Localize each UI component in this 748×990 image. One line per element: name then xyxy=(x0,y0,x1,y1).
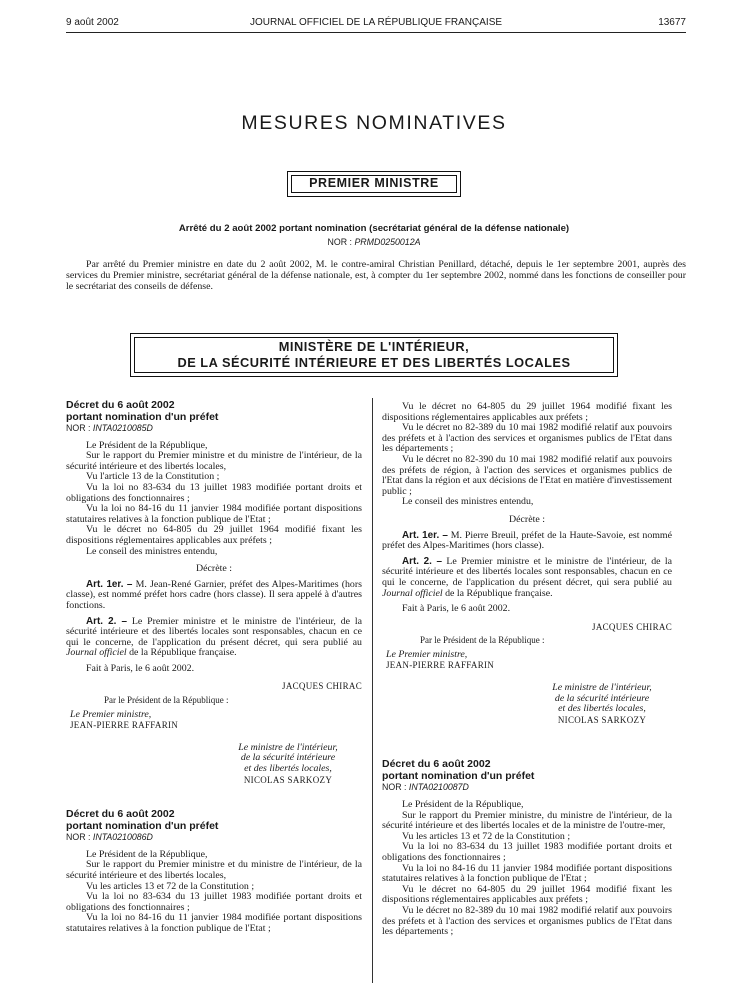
decree1-done: Fait à Paris, le 6 août 2002. xyxy=(86,662,195,674)
article-text: Le Premier ministre et le ministre de l'intérieur, de la sécurité intérieure et des libertés locales sont responsables, chacun en ce qui le concerne, de l'application du présent décret, qui sera publié au xyxy=(66,615,362,648)
section-ministere-line1: MINISTÈRE DE L'INTÉRIEUR, xyxy=(278,339,470,354)
decree2-paragraph: Vu le décret no 82-389 du 10 mai 1982 modifié relatif aux pouvoirs des préfets et à l'action des services et organismes publics de l'Etat dans les départements ; xyxy=(382,422,672,455)
right-column xyxy=(382,402,672,938)
decree2-paragraph: Vu le décret no 82-390 du 10 mai 1982 modifié relatif aux pouvoirs des préfets de région, à l'action des services et organismes publics de l'Etat dans la région et aux décisions de l'Etat en matière d'investissement public ; xyxy=(382,453,672,497)
decree2-pm-title: Le Premier ministre, xyxy=(386,648,468,660)
article-italic: Journal officiel xyxy=(66,647,127,659)
decree2-title-line1: Décret du 6 août 2002 xyxy=(66,808,175,821)
decree2-par: Par le Président de la République : xyxy=(420,635,545,646)
decree1-pm-title: Le Premier ministre, xyxy=(70,708,152,720)
arrete-title: Arrêté du 2 août 2002 portant nomination (secrétariat général de la défense nationale) xyxy=(178,223,570,234)
decree3-nor xyxy=(382,782,672,793)
article-italic: Journal officiel xyxy=(382,587,443,599)
decree2-pm-name: JEAN-PIERRE RAFFARIN xyxy=(386,660,495,671)
decree1-paragraph: Le conseil des ministres entendu, xyxy=(86,545,218,557)
minister-name: NICOLAS SARKOZY xyxy=(557,714,647,725)
nor-label: NOR : xyxy=(66,423,93,433)
article-label: Art. 2. – xyxy=(402,555,442,567)
decree2-paragraph: Vu les articles 13 et 72 de la Constitution ; xyxy=(86,880,255,892)
header-page-number: 13677 xyxy=(658,17,686,28)
section-ministere-heading xyxy=(134,337,614,373)
left-column xyxy=(66,400,362,935)
decree2-nor xyxy=(66,832,362,843)
decree2-done: Fait à Paris, le 6 août 2002. xyxy=(402,603,511,615)
decree3-paragraph: Sur le rapport du Premier ministre, du ministre de l'intérieur, de la sécurité intérieure et des libertés locales et de la ministre de l'outre-mer, xyxy=(382,809,672,832)
article-text: Le Premier ministre et le ministre de l'intérieur, de la sécurité intérieure et des libertés locales sont responsables, chacun en ce qui le concerne, de l'application du présent décret, qui sera publié au xyxy=(382,555,672,588)
decree2-minister-signature xyxy=(532,683,672,725)
decree1-par: Par le Président de la République : xyxy=(104,695,229,706)
decree1-paragraph: Vu l'article 13 de la Constitution ; xyxy=(86,471,220,483)
article-text: M. Pierre Breuil, préfet de la Haute-Savoie, est nommé préfet des Alpes-Maritimes (hors classe). xyxy=(382,529,672,552)
article-text: de la République française. xyxy=(442,587,553,599)
minister-title-line: et des libertés locales, xyxy=(558,703,646,715)
minister-title-line: Le ministre de l'intérieur, xyxy=(238,741,338,753)
decree1-article2 xyxy=(66,617,362,659)
page-title: MESURES NOMINATIVES xyxy=(241,112,507,134)
article-label: Art. 2. – xyxy=(86,615,127,627)
section-premier-ministre-box xyxy=(287,171,461,197)
decree1-paragraph: Vu le décret no 64-805 du 29 juillet 1964 modifié fixant les dispositions réglementaires applicables aux préfets ; xyxy=(66,524,362,546)
article-text: de la République française. xyxy=(126,647,237,659)
decree1-decrete: Décrète : xyxy=(196,563,232,575)
decree1-paragraph: Le Président de la République, xyxy=(86,439,208,451)
section-premier-ministre-heading: PREMIER MINISTRE xyxy=(291,175,457,193)
nor-code: INTA0210087D xyxy=(408,782,469,793)
decree2-paragraph: Sur le rapport du Premier ministre et du ministre de l'intérieur, de la sécurité intérieure et des libertés locales, xyxy=(66,859,362,881)
nor-code: INTA0210086D xyxy=(92,832,153,843)
decree1-minister-signature xyxy=(214,743,362,785)
decree2-left xyxy=(66,809,362,934)
section-ministere-line2: DE LA SÉCURITÉ INTÉRIEURE ET DES LIBERTÉS LOCALES xyxy=(177,355,571,370)
decree1-title-line2: portant nomination d'un préfet xyxy=(66,410,219,423)
arrete-nor xyxy=(0,237,748,247)
decree1-title-line1: Décret du 6 août 2002 xyxy=(66,399,175,411)
decree1-nor xyxy=(66,423,362,434)
decree3-paragraph: Vu les articles 13 et 72 de la Constitution ; xyxy=(402,830,571,842)
header-date: 9 août 2002 xyxy=(66,17,119,28)
decree2-paragraph: Le conseil des ministres entendu, xyxy=(402,496,534,508)
decree2-article1 xyxy=(382,531,672,552)
column-divider xyxy=(372,398,373,983)
nor-code: PRMD0250012A xyxy=(354,237,421,247)
minister-title-line: Le ministre de l'intérieur, xyxy=(552,682,652,694)
nor-label: NOR : xyxy=(382,782,409,793)
decree1-paragraph: Sur le rapport du Premier ministre et du ministre de l'intérieur, de la sécurité intérieure et des libertés locales, xyxy=(66,450,362,472)
decree2-paragraph: Vu la loi no 84-16 du 11 janvier 1984 modifiée portant dispositions statutaires relatives à la fonction publique de l'Etat ; xyxy=(66,912,362,934)
decree2-article2 xyxy=(382,557,672,599)
section-ministere-box xyxy=(130,333,618,377)
nor-label: NOR : xyxy=(66,832,93,843)
minister-title-line: de la sécurité intérieure xyxy=(240,752,336,764)
decree3 xyxy=(382,759,672,937)
decree2-paragraph: Vu le décret no 64-805 du 29 juillet 1964 modifié fixant les dispositions réglementaires applicables aux préfets ; xyxy=(382,401,672,423)
running-header xyxy=(66,17,686,31)
decree3-title-line2: portant nomination d'un préfet xyxy=(382,769,535,782)
article-label: Art. 1er. – xyxy=(402,529,448,541)
nor-code: INTA0210085D xyxy=(92,423,153,433)
header-journal-title: JOURNAL OFFICIEL DE LA RÉPUBLIQUE FRANÇAISE xyxy=(249,17,503,28)
decree3-paragraph: Vu la loi no 83-634 du 13 juillet 1983 modifiée portant droits et obligations des fonctionnaires ; xyxy=(382,841,672,863)
minister-name: NICOLAS SARKOZY xyxy=(243,774,333,785)
decree2-decrete: Décrète : xyxy=(509,513,545,525)
decree2-paragraph: Le Président de la République, xyxy=(86,848,208,860)
decree3-paragraph: Vu la loi no 84-16 du 11 janvier 1984 modifiée portant dispositions statutaires relatives à la fonction publique de l'Etat ; xyxy=(382,862,672,885)
decree3-paragraph: Vu le décret no 64-805 du 29 juillet 1964 modifié fixant les dispositions réglementaires applicables aux préfets ; xyxy=(382,883,672,906)
decree3-paragraph: Le Président de la République, xyxy=(402,799,524,811)
decree3-title-line1: Décret du 6 août 2002 xyxy=(382,758,491,771)
header-rule xyxy=(66,32,686,33)
decree1-paragraph: Vu la loi no 84-16 du 11 janvier 1984 modifiée portant dispositions statutaires relatives à la fonction publique de l'Etat ; xyxy=(66,503,362,525)
decree2-signatory: JACQUES CHIRAC xyxy=(592,621,672,632)
decree2-paragraph: Vu la loi no 83-634 du 13 juillet 1983 modifiée portant droits et obligations des fonctionnaires ; xyxy=(66,891,362,913)
decree3-paragraph: Vu le décret no 82-389 du 10 mai 1982 modifié relatif aux pouvoirs des préfets et à l'action des services et organismes publics de l'Etat dans les départements ; xyxy=(382,904,672,938)
minister-title-line: de la sécurité intérieure xyxy=(554,692,650,704)
article-text: M. Jean-René Garnier, préfet des Alpes-Maritimes (hors classe), est nommé préfet hors cadre (hors classe). Il sera appelé à d'autres fonctions. xyxy=(66,578,362,611)
decree1-pm-name: JEAN-PIERRE RAFFARIN xyxy=(70,720,179,731)
arrete-body: Par arrêté du Premier ministre en date du 2 août 2002, M. le contre-amiral Christian Penillard, détaché, depuis le 1er septembre 2001, auprès des services du Premier ministre, secrétariat général de la défense nationale, est, à compter du 1er septembre 2002, nommé dans les fonctions de conseiller pour le secrétariat des conseils de défense. xyxy=(66,259,686,292)
decree1-paragraph: Vu la loi no 83-634 du 13 juillet 1983 modifiée portant droits et obligations des fonctionnaires ; xyxy=(66,481,362,504)
decree1-signatory: JACQUES CHIRAC xyxy=(282,681,362,692)
decree2-title-line2: portant nomination d'un préfet xyxy=(66,819,219,832)
minister-title-line: et des libertés locales, xyxy=(244,763,332,775)
nor-label: NOR : xyxy=(327,237,355,247)
decree1-article1 xyxy=(66,580,362,612)
article-label: Art. 1er. – xyxy=(86,578,133,590)
